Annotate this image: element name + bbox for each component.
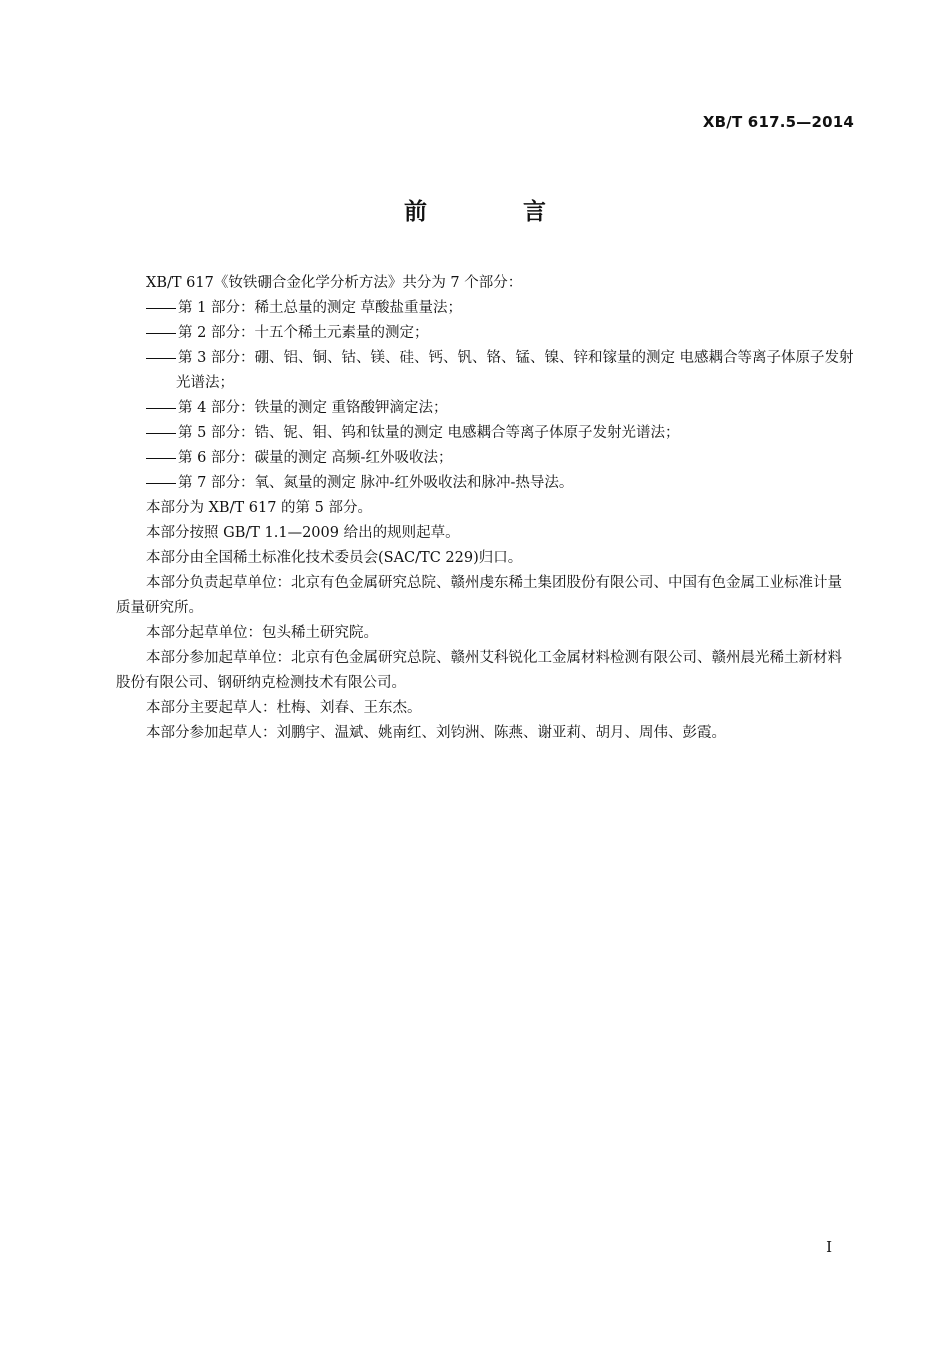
body-paragraph: 本部分按照 GB/T 1.1—2009 给出的规则起草。 <box>146 525 460 541</box>
em-dash-mark <box>146 308 176 309</box>
body-paragraph: 本部分为 XB/T 617 的第 5 部分。 <box>146 500 372 516</box>
body-paragraph: 本部分负责起草单位：北京有色金属研究总院、赣州虔东稀土集团股份有限公司、中国有色金属工业标准计量质量研究所。 <box>116 575 842 616</box>
part-list-text: 第 1 部分：稀土总量的测定 草酸盐重量法； <box>178 300 463 316</box>
part-list-item <box>116 471 856 496</box>
part-list-item <box>116 421 856 446</box>
em-dash-mark <box>146 458 176 459</box>
intro-paragraph: XB/T 617《钕铁硼合金化学分析方法》共分为 7 个部分： <box>146 275 523 291</box>
part-list-text: 第 2 部分：十五个稀土元素量的测定； <box>178 325 429 341</box>
body-paragraph: 本部分参加起草人：刘鹏宇、温斌、姚南红、刘钧洲、陈燕、谢亚莉、胡月、周伟、彭霞。 <box>146 725 726 741</box>
body-paragraph: 本部分参加起草单位：北京有色金属研究总院、赣州艾科锐化工金属材料检测有限公司、赣州晨光稀土新材料股份有限公司、钢研纳克检测技术有限公司。 <box>116 650 842 691</box>
em-dash-mark <box>146 483 176 484</box>
part-list-item <box>116 346 856 396</box>
body-paragraph: 本部分起草单位：包头稀土研究院。 <box>146 625 378 641</box>
body-paragraph: 本部分由全国稀土标准化技术委员会(SAC/TC 229)归口。 <box>146 550 523 566</box>
document-body <box>116 271 856 746</box>
part-list-text: 第 4 部分：铁量的测定 重铬酸钾滴定法； <box>178 400 448 416</box>
part-list-item <box>116 296 856 321</box>
em-dash-mark <box>146 358 176 359</box>
em-dash-mark <box>146 333 176 334</box>
page-title: 前 言 <box>403 199 590 225</box>
part-list-text: 第 3 部分：硼、铝、铜、钴、镁、硅、钙、钒、铬、锰、镍、锌和镓量的测定 电感耦合等离子体原子发射光谱法； <box>176 350 854 391</box>
body-paragraph: 本部分主要起草人：杜梅、刘春、王东杰。 <box>146 700 422 716</box>
em-dash-mark <box>146 433 176 434</box>
part-list-text: 第 5 部分：锆、铌、钼、钨和钛量的测定 电感耦合等离子体原子发射光谱法； <box>178 425 680 441</box>
part-list-item <box>116 446 856 471</box>
part-list-text: 第 7 部分：氧、氮量的测定 脉冲-红外吸收法和脉冲-热导法。 <box>178 475 574 491</box>
standard-code: XB/T 617.5—2014 <box>702 113 854 131</box>
page-number: I <box>826 1238 832 1256</box>
part-list-item <box>116 321 856 346</box>
em-dash-mark <box>146 408 176 409</box>
part-list-text: 第 6 部分：碳量的测定 高频-红外吸收法； <box>178 450 453 466</box>
part-list-item <box>116 396 856 421</box>
